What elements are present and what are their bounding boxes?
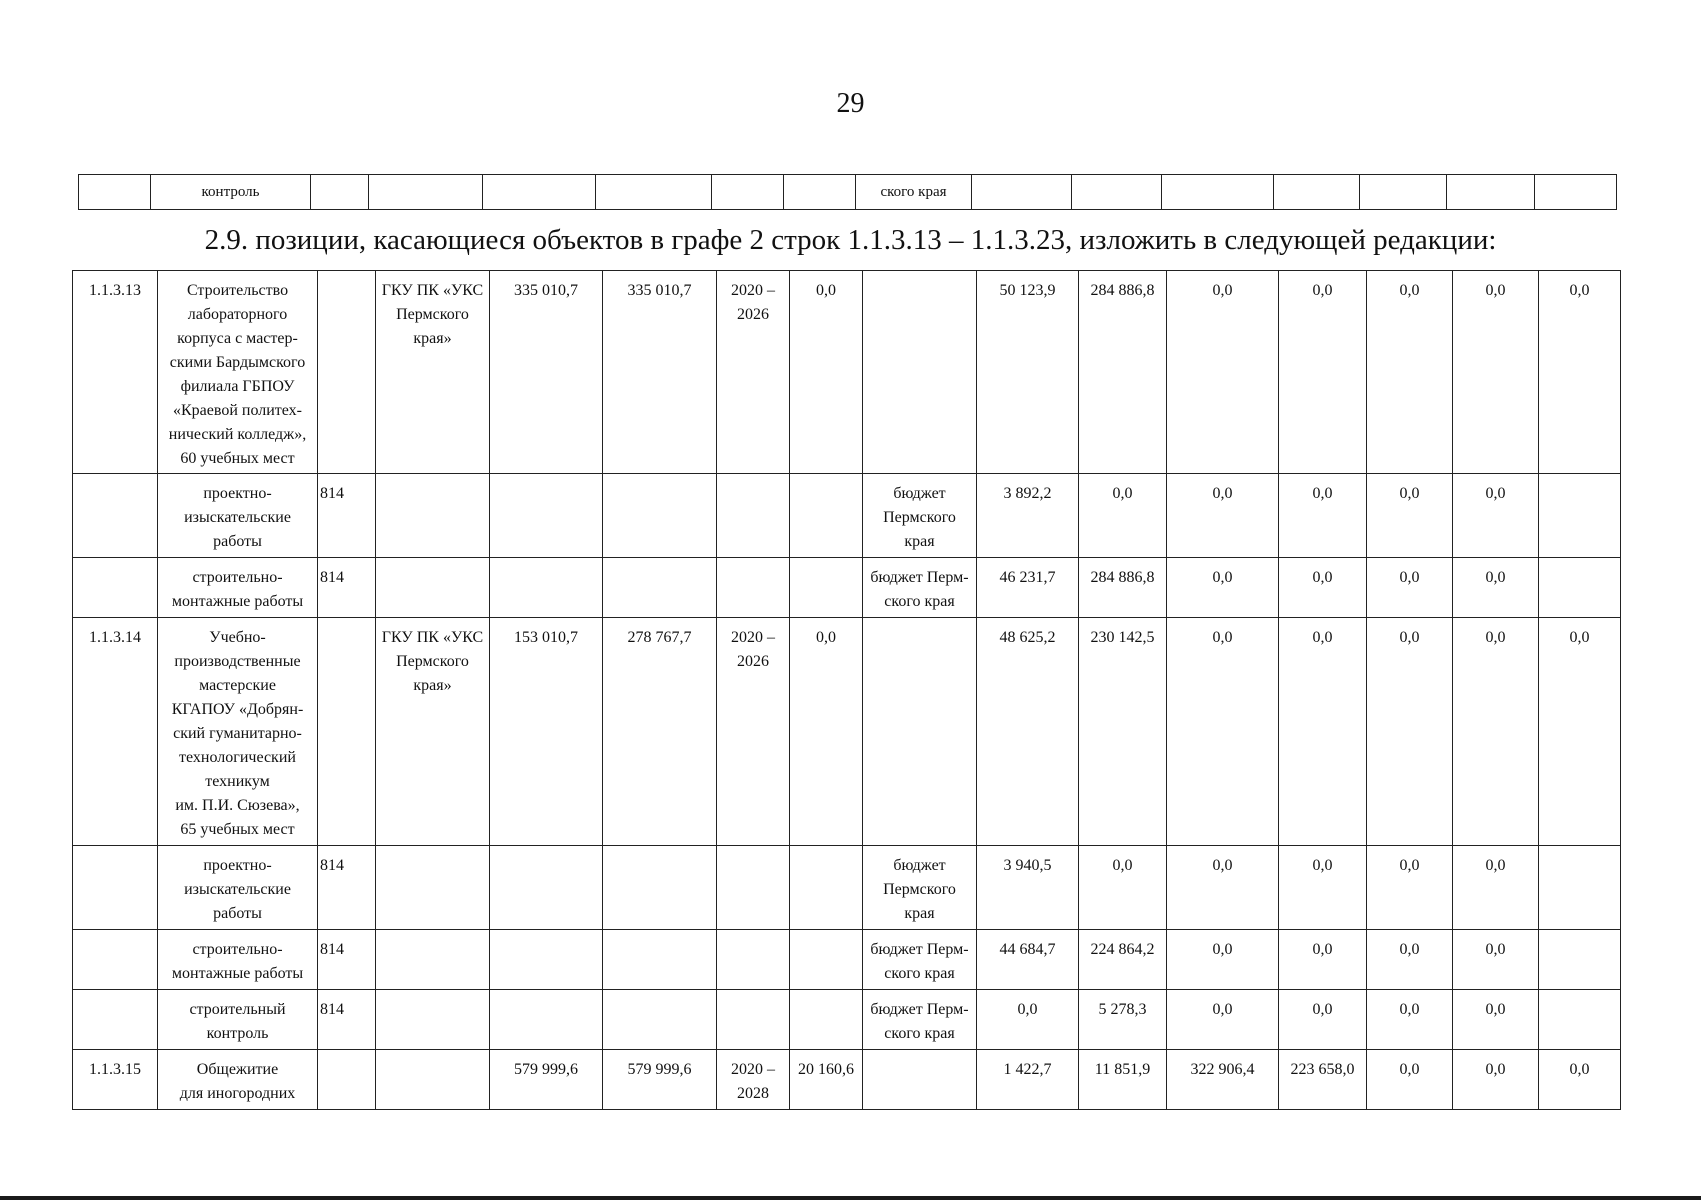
table-cell (73, 930, 158, 990)
table-cell (717, 558, 790, 618)
table-cell: 0,0 (1279, 558, 1367, 618)
table-cell: 2020 – 2028 (717, 1050, 790, 1110)
table-cell: 579 999,6 (603, 1050, 717, 1110)
cell (596, 175, 712, 210)
table-cell: 0,0 (1539, 618, 1621, 846)
table-cell (490, 558, 603, 618)
table-cell (318, 271, 376, 474)
table-cell: 0,0 (1539, 1050, 1621, 1110)
table-cell: 223 658,0 (1279, 1050, 1367, 1110)
table-cell: 11 851,9 (1079, 1050, 1167, 1110)
table-cell: 0,0 (1539, 271, 1621, 474)
table-cell: бюджет Пермского края (863, 474, 977, 558)
table-cell (490, 474, 603, 558)
table-cell: 814 (318, 990, 376, 1050)
table-cell: 814 (318, 474, 376, 558)
table-cell (1539, 990, 1621, 1050)
table-cell: 0,0 (1367, 846, 1453, 930)
table-cell (490, 930, 603, 990)
table-cell: строительно- монтажные работы (158, 558, 318, 618)
table-cell: 44 684,7 (977, 930, 1079, 990)
table-cell: Общежитие для иногородних (158, 1050, 318, 1110)
table-cell (73, 990, 158, 1050)
table-cell: проектно- изыскательские работы (158, 846, 318, 930)
table-cell: 814 (318, 558, 376, 618)
table-cell (73, 474, 158, 558)
table-cell: 0,0 (1079, 474, 1167, 558)
table-cell: 3 940,5 (977, 846, 1079, 930)
table-cell (790, 846, 863, 930)
table-cell (717, 990, 790, 1050)
table-cell: проектно- изыскательские работы (158, 474, 318, 558)
table-cell: 0,0 (1367, 558, 1453, 618)
table-cell (603, 558, 717, 618)
table-cell: 0,0 (1167, 271, 1279, 474)
table-cell: Строительство лабораторного корпуса с мастер- скими Бардымского филиала ГБПОУ «Краевой политех- нический колледж», 60 учебных мест (158, 271, 318, 474)
cell (79, 175, 151, 210)
table-cell (1539, 846, 1621, 930)
table-cell (73, 846, 158, 930)
table-cell (376, 474, 490, 558)
table-cell (603, 930, 717, 990)
fragment-row (79, 175, 1617, 210)
table-cell: 0,0 (1279, 474, 1367, 558)
table-cell (1539, 474, 1621, 558)
table-cell: строительный контроль (158, 990, 318, 1050)
table-row (73, 990, 1621, 1050)
table-cell: 230 142,5 (1079, 618, 1167, 846)
table-row (73, 618, 1621, 846)
table-cell (318, 1050, 376, 1110)
table-cell (717, 846, 790, 930)
page-bottom-edge (0, 1196, 1701, 1200)
page-number: 29 (836, 88, 865, 119)
table-cell: 3 892,2 (977, 474, 1079, 558)
table-cell: 278 767,7 (603, 618, 717, 846)
table-cell: 0,0 (1279, 930, 1367, 990)
table-cell (603, 474, 717, 558)
table-cell: 814 (318, 846, 376, 930)
table-cell: 50 123,9 (977, 271, 1079, 474)
cell (311, 175, 369, 210)
cell: контроль (151, 175, 311, 210)
table-cell: 1.1.3.14 (73, 618, 158, 846)
table-cell: 1 422,7 (977, 1050, 1079, 1110)
cell (369, 175, 483, 210)
table-cell: 0,0 (1279, 618, 1367, 846)
cell (1274, 175, 1360, 210)
table-cell: 0,0 (1167, 618, 1279, 846)
table-cell: 0,0 (1453, 1050, 1539, 1110)
table-cell: 46 231,7 (977, 558, 1079, 618)
table-cell: 814 (318, 930, 376, 990)
table-cell (318, 618, 376, 846)
table-cell: 2020 – 2026 (717, 618, 790, 846)
table-cell: 20 160,6 (790, 1050, 863, 1110)
cell (1535, 175, 1617, 210)
cell (784, 175, 856, 210)
cell (1360, 175, 1447, 210)
table-cell: 0,0 (1453, 271, 1539, 474)
table-cell: 0,0 (1367, 271, 1453, 474)
cell: ского края (856, 175, 972, 210)
table-row (73, 558, 1621, 618)
table-cell: 1.1.3.15 (73, 1050, 158, 1110)
cell (712, 175, 784, 210)
table-cell: 0,0 (1367, 474, 1453, 558)
table-cell: 0,0 (1367, 618, 1453, 846)
table-cell (863, 271, 977, 474)
table-cell: бюджет Пермского края (863, 846, 977, 930)
table-cell: 0,0 (1167, 990, 1279, 1050)
table-cell (603, 846, 717, 930)
table-cell: 0,0 (1167, 558, 1279, 618)
cell (1162, 175, 1274, 210)
table-cell: 0,0 (1279, 846, 1367, 930)
table-cell (790, 558, 863, 618)
table-cell: 48 625,2 (977, 618, 1079, 846)
table-cell: 0,0 (1167, 846, 1279, 930)
table-cell (376, 930, 490, 990)
table-cell: 0,0 (1453, 990, 1539, 1050)
table-cell: 0,0 (977, 990, 1079, 1050)
table-row (73, 474, 1621, 558)
table-cell: 0,0 (1453, 846, 1539, 930)
table-cell: 0,0 (1279, 990, 1367, 1050)
table-cell: 0,0 (790, 271, 863, 474)
table-row (73, 1050, 1621, 1110)
table-cell: 0,0 (1367, 1050, 1453, 1110)
table-cell (863, 618, 977, 846)
table-cell: 0,0 (1453, 930, 1539, 990)
table-cell (790, 990, 863, 1050)
table-cell (490, 990, 603, 1050)
table-cell (863, 1050, 977, 1110)
table-cell: строительно- монтажные работы (158, 930, 318, 990)
table-row (73, 930, 1621, 990)
table-cell (1539, 930, 1621, 990)
table-cell: 0,0 (1279, 271, 1367, 474)
table-cell: 0,0 (1453, 618, 1539, 846)
table-cell (376, 558, 490, 618)
table-cell (717, 930, 790, 990)
table-row (73, 271, 1621, 474)
table-cell (790, 930, 863, 990)
table-cell: 579 999,6 (490, 1050, 603, 1110)
table-cell: ГКУ ПК «УКС Пермского края» (376, 271, 490, 474)
table-cell: 0,0 (1367, 990, 1453, 1050)
table-cell: 322 906,4 (1167, 1050, 1279, 1110)
cell (1072, 175, 1162, 210)
table-cell: бюджет Перм- ского края (863, 930, 977, 990)
table-cell: 224 864,2 (1079, 930, 1167, 990)
table-cell: бюджет Перм- ского края (863, 558, 977, 618)
table-cell: Учебно- производственные мастерские КГАПОУ «Добрян- ский гуманитарно- технологический техникум им. П.И. Сюзева», 65 учебных мест (158, 618, 318, 846)
table-cell: 335 010,7 (490, 271, 603, 474)
table-cell (490, 846, 603, 930)
objects-table (72, 270, 1621, 1110)
table-cell: 284 886,8 (1079, 271, 1167, 474)
table-cell (376, 1050, 490, 1110)
table-cell (717, 474, 790, 558)
table-cell: 0,0 (1079, 846, 1167, 930)
table-cell (603, 990, 717, 1050)
table-cell: 335 010,7 (603, 271, 717, 474)
table-cell: 284 886,8 (1079, 558, 1167, 618)
table-cell: 0,0 (1167, 474, 1279, 558)
continuation-table-fragment (78, 174, 1617, 210)
table-row (73, 846, 1621, 930)
table-cell: 0,0 (1453, 558, 1539, 618)
table-cell: 0,0 (1167, 930, 1279, 990)
table-cell: 0,0 (790, 618, 863, 846)
table-cell (73, 558, 158, 618)
table-cell: ГКУ ПК «УКС Пермского края» (376, 618, 490, 846)
cell (972, 175, 1072, 210)
table-cell (376, 990, 490, 1050)
section-heading: 2.9. позиции, касающиеся объектов в графе 2 строк 1.1.3.13 – 1.1.3.23, изложить в следующей редакции: (204, 224, 1497, 256)
table-cell (1539, 558, 1621, 618)
table-cell: бюджет Перм- ского края (863, 990, 977, 1050)
table-cell: 153 010,7 (490, 618, 603, 846)
table-cell (790, 474, 863, 558)
cell (1447, 175, 1535, 210)
table-cell (376, 846, 490, 930)
table-cell: 2020 – 2026 (717, 271, 790, 474)
table-cell: 0,0 (1453, 474, 1539, 558)
cell (483, 175, 596, 210)
table-cell: 1.1.3.13 (73, 271, 158, 474)
table-cell: 0,0 (1367, 930, 1453, 990)
table-cell: 5 278,3 (1079, 990, 1167, 1050)
